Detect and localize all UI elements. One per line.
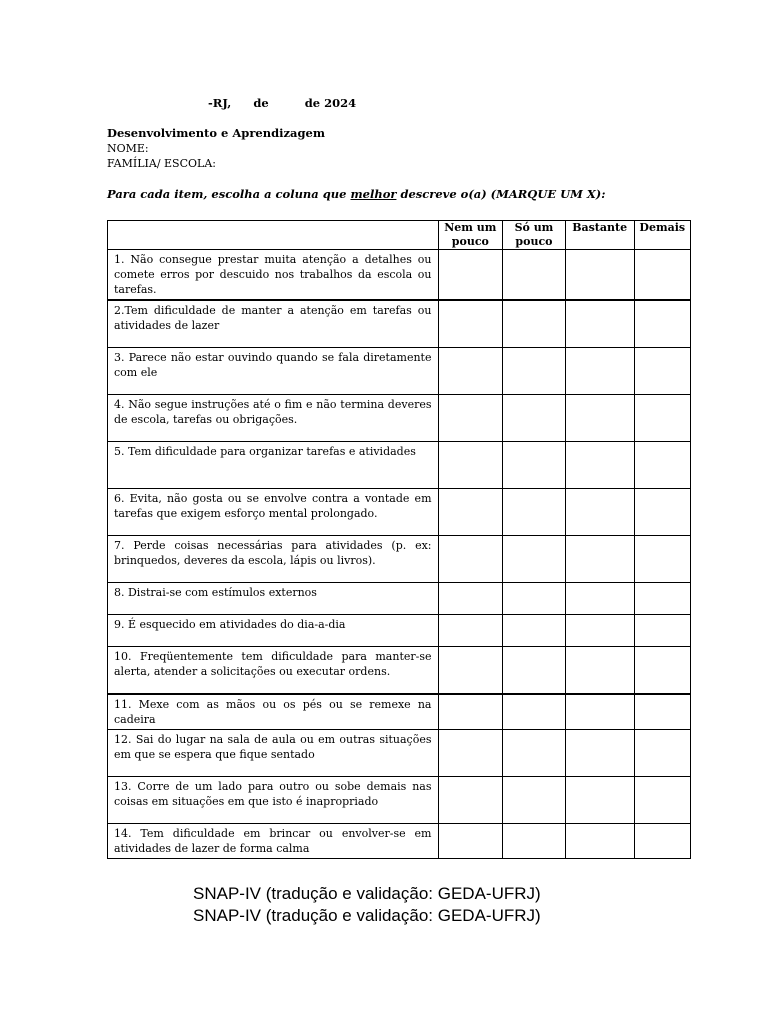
answer-cell-so-um-pouco[interactable] xyxy=(503,536,566,583)
instruction-underlined: melhor xyxy=(350,187,397,201)
answer-cell-bastante[interactable] xyxy=(565,442,634,489)
answer-cell-demais[interactable] xyxy=(634,442,690,489)
item-column-header xyxy=(108,221,439,250)
item-text: 8. Distrai-se com estímulos externos xyxy=(108,583,439,615)
answer-cell-demais[interactable] xyxy=(634,348,690,395)
answer-cell-so-um-pouco[interactable] xyxy=(503,300,566,348)
item-text: 11. Mexe com as mãos ou os pés ou se remexe na cadeira xyxy=(108,694,439,730)
answer-cell-bastante[interactable] xyxy=(565,489,634,536)
answer-cell-nem-um-pouco[interactable] xyxy=(438,730,503,777)
item-text: 14. Tem dificuldade em brincar ou envolver-se em atividades de lazer de forma calma xyxy=(108,824,439,859)
answer-cell-nem-um-pouco[interactable] xyxy=(438,647,503,695)
answer-cell-demais[interactable] xyxy=(634,694,690,730)
item-text: 13. Corre de um lado para outro ou sobe demais nas coisas em situações em que isto é inapropriado xyxy=(108,777,439,824)
answer-cell-nem-um-pouco[interactable] xyxy=(438,777,503,824)
answer-cell-nem-um-pouco[interactable] xyxy=(438,824,503,859)
answer-cell-nem-um-pouco[interactable] xyxy=(438,250,503,301)
date-year: de 2024 xyxy=(304,96,357,110)
answer-cell-demais[interactable] xyxy=(634,536,690,583)
name-label: NOME: xyxy=(107,142,149,155)
table-row xyxy=(108,536,691,583)
answer-cell-demais[interactable] xyxy=(634,824,690,859)
answer-cell-demais[interactable] xyxy=(634,250,690,301)
column-header-demais: Demais xyxy=(634,221,690,250)
item-text: 5. Tem dificuldade para organizar tarefas e atividades xyxy=(108,442,439,489)
answer-cell-so-um-pouco[interactable] xyxy=(503,489,566,536)
footer-citation-2: SNAP-IV (tradução e validação: GEDA-UFRJ) xyxy=(193,906,541,925)
answer-cell-so-um-pouco[interactable] xyxy=(503,694,566,730)
answer-cell-nem-um-pouco[interactable] xyxy=(438,615,503,647)
answer-cell-demais[interactable] xyxy=(634,583,690,615)
answer-cell-so-um-pouco[interactable] xyxy=(503,647,566,695)
table-row xyxy=(108,777,691,824)
answer-cell-nem-um-pouco[interactable] xyxy=(438,536,503,583)
answer-cell-so-um-pouco[interactable] xyxy=(503,583,566,615)
answer-cell-demais[interactable] xyxy=(634,647,690,695)
column-header-bastante: Bastante xyxy=(565,221,634,250)
answer-cell-so-um-pouco[interactable] xyxy=(503,615,566,647)
footer-citation-1: SNAP-IV (tradução e validação: GEDA-UFRJ) xyxy=(193,884,541,903)
item-text: 9. É esquecido em atividades do dia-a-dia xyxy=(108,615,439,647)
item-text: 3. Parece não estar ouvindo quando se fala diretamente com ele xyxy=(108,348,439,395)
answer-cell-demais[interactable] xyxy=(634,395,690,442)
item-text: 7. Perde coisas necessárias para atividades (p. ex: brinquedos, deveres da escola, lápis ou livros). xyxy=(108,536,439,583)
item-text: 4. Não segue instruções até o fim e não termina deveres de escola, tarefas ou obrigações. xyxy=(108,395,439,442)
answer-cell-so-um-pouco[interactable] xyxy=(503,730,566,777)
item-text: 1. Não consegue prestar muita atenção a detalhes ou comete erros por descuido nos trabalhos da escola ou tarefas. xyxy=(108,250,439,301)
answer-cell-so-um-pouco[interactable] xyxy=(503,395,566,442)
answer-cell-nem-um-pouco[interactable] xyxy=(438,694,503,730)
item-text: 10. Freqüentemente tem dificuldade para manter-se alerta, atender a solicitações ou executar ordens. xyxy=(108,647,439,695)
answer-cell-bastante[interactable] xyxy=(565,348,634,395)
answer-cell-nem-um-pouco[interactable] xyxy=(438,489,503,536)
table-row xyxy=(108,647,691,695)
answer-cell-bastante[interactable] xyxy=(565,694,634,730)
answer-cell-bastante[interactable] xyxy=(565,824,634,859)
answer-cell-so-um-pouco[interactable] xyxy=(503,250,566,301)
answer-cell-so-um-pouco[interactable] xyxy=(503,442,566,489)
answer-cell-nem-um-pouco[interactable] xyxy=(438,300,503,348)
form-title: Desenvolvimento e Aprendizagem xyxy=(107,126,325,140)
table-row xyxy=(108,395,691,442)
column-header-nem-um-pouco: Nem um pouco xyxy=(438,221,503,250)
date-city: -RJ, xyxy=(208,96,232,110)
answer-cell-bastante[interactable] xyxy=(565,730,634,777)
table-header-row xyxy=(108,221,691,250)
answer-cell-bastante[interactable] xyxy=(565,615,634,647)
family-school-label: FAMÍLIA/ ESCOLA: xyxy=(107,157,216,170)
column-header-so-um-pouco: Só um pouco xyxy=(503,221,566,250)
answer-cell-bastante[interactable] xyxy=(565,536,634,583)
table-row xyxy=(108,442,691,489)
answer-cell-nem-um-pouco[interactable] xyxy=(438,442,503,489)
instruction-text xyxy=(107,187,606,201)
answer-cell-bastante[interactable] xyxy=(565,250,634,301)
answer-cell-nem-um-pouco[interactable] xyxy=(438,348,503,395)
instruction-after: descreve o(a) (MARQUE UM X): xyxy=(396,187,606,201)
answer-cell-nem-um-pouco[interactable] xyxy=(438,395,503,442)
answer-cell-bastante[interactable] xyxy=(565,300,634,348)
answer-cell-so-um-pouco[interactable] xyxy=(503,824,566,859)
answer-cell-demais[interactable] xyxy=(634,489,690,536)
answer-cell-so-um-pouco[interactable] xyxy=(503,348,566,395)
item-text: 2.Tem dificuldade de manter a atenção em tarefas ou atividades de lazer xyxy=(108,300,439,348)
answer-cell-demais[interactable] xyxy=(634,777,690,824)
answer-cell-bastante[interactable] xyxy=(565,777,634,824)
form-header xyxy=(107,126,325,171)
answer-cell-bastante[interactable] xyxy=(565,583,634,615)
date-line xyxy=(208,96,356,110)
table-row xyxy=(108,730,691,777)
answer-cell-nem-um-pouco[interactable] xyxy=(438,583,503,615)
table-row xyxy=(108,348,691,395)
answer-cell-bastante[interactable] xyxy=(565,647,634,695)
table-row xyxy=(108,300,691,348)
table-row xyxy=(108,824,691,859)
snap-iv-table xyxy=(107,220,691,859)
answer-cell-so-um-pouco[interactable] xyxy=(503,777,566,824)
item-text: 6. Evita, não gosta ou se envolve contra a vontade em tarefas que exigem esforço mental prolongado. xyxy=(108,489,439,536)
answer-cell-demais[interactable] xyxy=(634,730,690,777)
table-row xyxy=(108,489,691,536)
item-text: 12. Sai do lugar na sala de aula ou em outras situações em que se espera que fique sentado xyxy=(108,730,439,777)
answer-cell-demais[interactable] xyxy=(634,300,690,348)
instruction-before: Para cada item, escolha a coluna que xyxy=(107,187,351,201)
table-row xyxy=(108,250,691,301)
table-row xyxy=(108,583,691,615)
answer-cell-bastante[interactable] xyxy=(565,395,634,442)
answer-cell-demais[interactable] xyxy=(634,615,690,647)
table-row xyxy=(108,694,691,730)
date-connector: de xyxy=(253,96,269,110)
table-row xyxy=(108,615,691,647)
